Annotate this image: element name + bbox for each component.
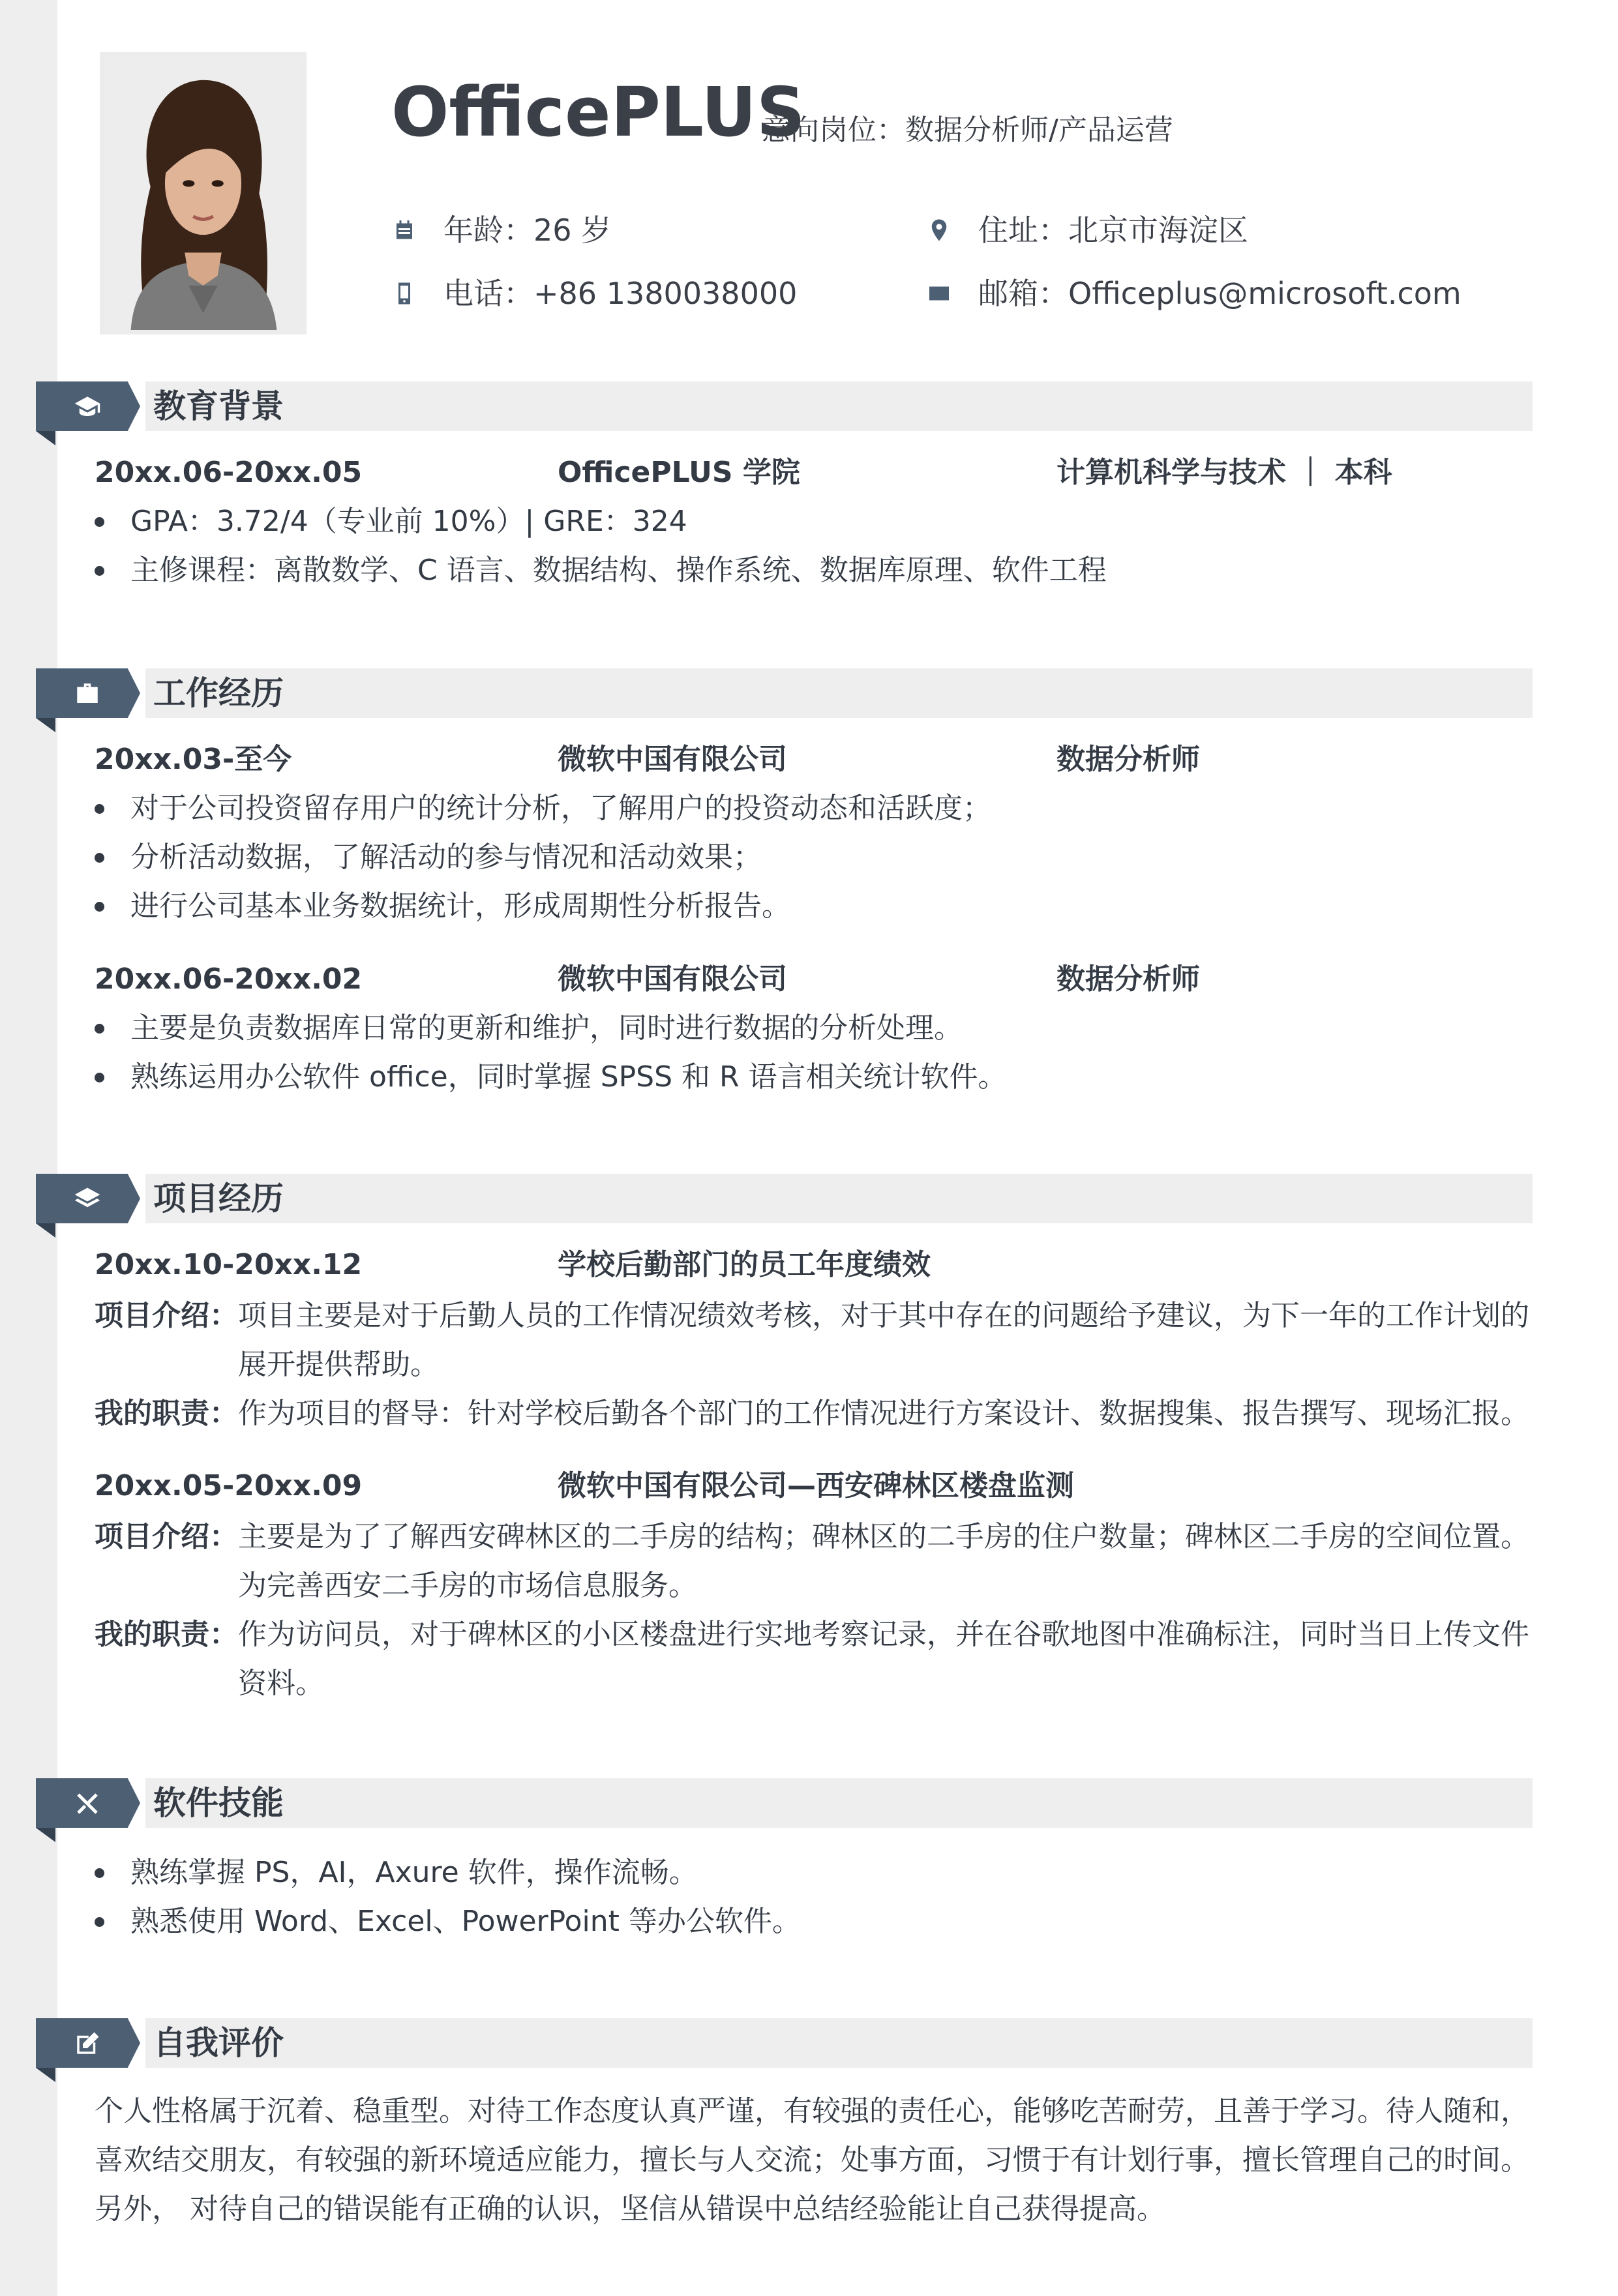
location-pin-icon xyxy=(926,217,952,243)
list-item: 熟练掌握 PS，AI，Axure 软件，操作流畅。 xyxy=(95,1858,698,1887)
section-skills-header xyxy=(36,1778,1533,1828)
edit-icon xyxy=(74,2030,101,2057)
section-projects-header xyxy=(36,1174,1533,1223)
list-item: 进行公司基本业务数据统计，形成周期性分析报告。 xyxy=(95,892,790,921)
section-title: 项目经历 xyxy=(153,1180,284,1217)
section-self-eval-header xyxy=(36,2018,1533,2068)
section-title: 软件技能 xyxy=(153,1784,284,1822)
list-item: 熟练运用办公软件 office，同时掌握 SPSS 和 R 语言相关统计软件。 xyxy=(95,1063,1007,1092)
self-eval-text: 个人性格属于沉着、稳重型。对待工作态度认真严谨，有较强的责任心，能够吃苦耐劳，且善于学习。待人随和，喜欢结交朋友，有较强的新环境适应能力，擅长与人交流；处事方面，习惯于有计划行事，擅长管理自己的时间。另外， 对待自己的错误能有正确的认识，坚信从错误中总结经验能让自己获得提高。 xyxy=(95,2095,1529,2226)
age-info xyxy=(391,213,612,248)
education-major: 计算机科学与技术 ｜ 本科 xyxy=(1056,456,1392,489)
phone-text: 电话：+86 1380038000 xyxy=(443,276,798,311)
address-text: 住址：北京市海淀区 xyxy=(978,213,1248,248)
candidate-name: OfficePLUS xyxy=(391,72,805,152)
list-item: 主修课程：离散数学、C 语言、数据结构、操作系统、数据库原理、软件工程 xyxy=(95,556,1107,585)
list-item: 分析活动数据，了解活动的参与情况和活动效果； xyxy=(95,843,762,872)
layers-icon xyxy=(74,1185,101,1213)
project-duty: 我的职责： 作为项目的督导：针对学校后勤各个部门的工作情况进行方案设计、数据搜集、报告撰写、现场汇报。 xyxy=(95,1397,1529,1430)
graduation-cap-icon xyxy=(74,393,101,421)
left-decorative-strip xyxy=(0,0,57,2296)
phone-info xyxy=(391,276,798,311)
phone-icon xyxy=(391,280,417,306)
education-school: OfficePLUS 学院 xyxy=(558,456,800,489)
profile-photo xyxy=(100,52,307,335)
address-info xyxy=(926,213,1248,248)
section-tab xyxy=(36,381,140,431)
project-duty: 我的职责： 作为访问员，对于碑林区的小区楼盘进行实地考察记录，并在谷歌地图中准确标注，同时当日上传文件资料。 xyxy=(95,1618,1529,1700)
list-item: 主要是负责数据库日常的更新和维护，同时进行数据的分析处理。 xyxy=(95,1014,963,1043)
age-text: 年龄：26 岁 xyxy=(443,213,612,248)
project-intro: 项目介绍： 项目主要是对于后勤人员的工作情况绩效考核，对于其中存在的问题给予建议，为下一年的工作计划的展开提供帮助。 xyxy=(95,1299,1529,1381)
email-text[interactable]: 邮箱：Officeplus@microsoft.com xyxy=(978,276,1461,311)
education-period: 20xx.06-20xx.05 xyxy=(95,456,363,489)
envelope-icon xyxy=(926,280,952,306)
job-intent: 意向岗位：数据分析师/产品运营 xyxy=(762,113,1173,147)
section-bar xyxy=(145,381,1533,431)
list-item: GPA：3.72/4（专业前 10%）| GRE：324 xyxy=(95,507,687,536)
project-intro: 项目介绍： 主要是为了了解西安碑林区的二手房的结构；碑林区的二手房的住户数量；碑林区二手房的空间位置。为完善西安二手房的市场信息服务。 xyxy=(95,1520,1529,1602)
section-title: 教育背景 xyxy=(153,387,284,425)
section-title: 自我评价 xyxy=(153,2024,284,2062)
briefcase-icon xyxy=(74,680,101,708)
section-title: 工作经历 xyxy=(153,674,284,712)
list-item: 熟悉使用 Word、Excel、PowerPoint 等办公软件。 xyxy=(95,1907,801,1936)
tools-icon xyxy=(74,1790,101,1817)
section-work-header xyxy=(36,668,1533,718)
list-item: 对于公司投资留存用户的统计分析，了解用户的投资动态和活跃度； xyxy=(95,794,991,823)
calendar-icon xyxy=(391,217,417,243)
email-info[interactable] xyxy=(926,276,1461,311)
section-education-header xyxy=(36,381,1533,431)
